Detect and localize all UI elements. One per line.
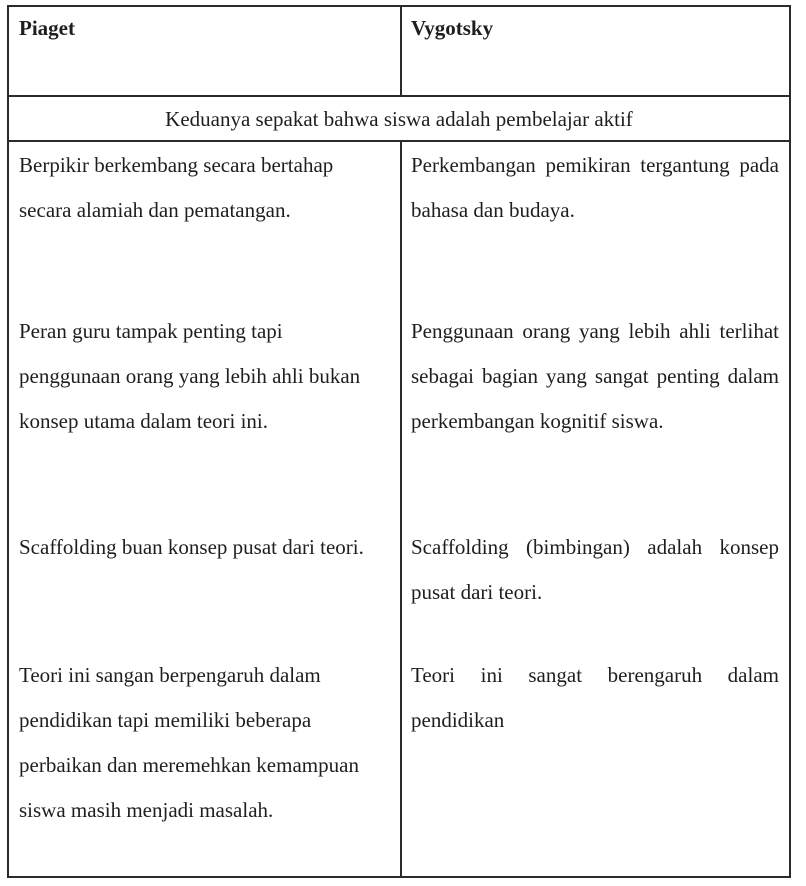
piaget-text-4: Teori ini sangan berpengaruh dalam pendidikan tapi memiliki beberapa perbaikan dan meremehkan kemampuan siswa masih menjadi masalah. (19, 663, 359, 822)
vygotsky-row-1 (411, 143, 779, 233)
piaget-row-1 (19, 143, 389, 233)
piaget-text-2: Peran guru tampak penting tapi penggunaan orang yang lebih ahli bukan konsep utama dalam teori ini. (19, 319, 361, 433)
body-column-divider (400, 142, 402, 876)
comparison-table (7, 5, 791, 878)
vygotsky-row-4 (411, 653, 779, 743)
header-column-divider (400, 7, 402, 95)
vygotsky-text-3: Scaffolding (bimbingan) adalah konsep pusat dari teori. (411, 535, 779, 604)
piaget-row-3 (19, 525, 389, 570)
vygotsky-row-2 (411, 309, 779, 444)
header-divider (9, 95, 789, 97)
vygotsky-row-3 (411, 525, 779, 615)
vygotsky-text-2: Penggunaan orang yang lebih ahli terlihat sebagai bagian yang sangat penting dalam perkembangan kognitif siswa. (411, 319, 779, 433)
agreement-banner-text: Keduanya sepakat bahwa siswa adalah pembelajar aktif (165, 106, 633, 131)
piaget-text-3: Scaffolding buan konsep pusat dari teori. (19, 535, 364, 559)
piaget-text-1: Berpikir berkembang secara bertahap secara alamiah dan pematangan. (19, 153, 334, 222)
piaget-row-4 (19, 653, 389, 833)
banner-divider (9, 140, 789, 142)
agreement-banner (9, 99, 789, 139)
piaget-row-2 (19, 309, 389, 444)
vygotsky-text-4: Teori ini sangat berengaruh dalam pendidikan (411, 663, 779, 732)
vygotsky-text-1: Perkembangan pemikiran tergantung pada bahasa dan budaya. (411, 153, 779, 222)
header-vygotsky: Vygotsky (411, 16, 494, 40)
header-piaget: Piaget (19, 16, 75, 40)
